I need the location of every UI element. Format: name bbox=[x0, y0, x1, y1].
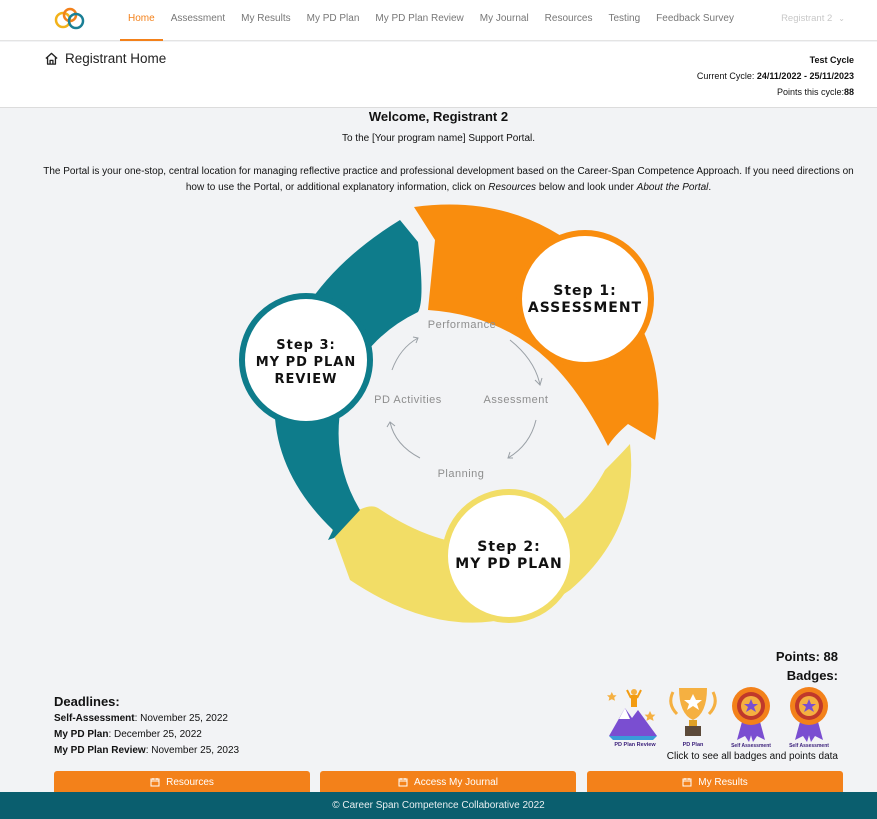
nav-my-pd-plan[interactable]: My PD Plan bbox=[306, 13, 360, 24]
step3-line3: REVIEW bbox=[274, 372, 338, 387]
main-nav bbox=[120, 0, 742, 41]
intro-resources: Resources bbox=[488, 182, 537, 193]
points-total: Points: 88 bbox=[775, 649, 838, 664]
badge-label-2: PD Plan bbox=[682, 742, 704, 748]
top-navbar bbox=[0, 0, 877, 41]
step1-circle[interactable] bbox=[519, 233, 651, 365]
results-button[interactable] bbox=[587, 771, 843, 793]
nav-my-results[interactable]: My Results bbox=[241, 13, 291, 24]
chevron-down-icon: ⌄ bbox=[838, 14, 845, 23]
intro-text bbox=[40, 164, 857, 196]
logo[interactable] bbox=[53, 7, 87, 33]
intro-part2: below and look under bbox=[538, 182, 634, 193]
points-cycle-label: Points this cycle: bbox=[776, 87, 844, 97]
current-cycle-label: Current Cycle: bbox=[696, 71, 755, 81]
journal-button[interactable] bbox=[320, 771, 576, 793]
deadline-pd-plan bbox=[54, 729, 202, 740]
deadline-label: Self-Assessment bbox=[54, 713, 135, 724]
step2-line2: MY PD PLAN bbox=[455, 556, 563, 572]
step2-circle[interactable] bbox=[445, 492, 573, 620]
trophy-icon[interactable] bbox=[671, 688, 716, 748]
step1-line2: ASSESSMENT bbox=[527, 300, 643, 316]
user-menu[interactable] bbox=[781, 13, 845, 24]
welcome-subtitle: To the [Your program name] Support Portal. bbox=[341, 133, 536, 144]
nav-resources[interactable]: Resources bbox=[544, 13, 593, 24]
step3-circle[interactable] bbox=[242, 296, 370, 424]
medal-icon[interactable] bbox=[731, 687, 771, 749]
calendar-icon bbox=[682, 777, 692, 787]
intro-part1: The Portal is your one-stop, central location for managing reflective practice and professional development based on the Career-Span Competence Approach. If you need directions on how to use the Portal, or additional explanatory information, click on bbox=[43, 166, 854, 193]
intro-about: About the Portal bbox=[636, 182, 709, 193]
page-header bbox=[0, 42, 877, 108]
page-title-text: Registrant Home bbox=[65, 51, 167, 66]
nav-testing[interactable]: Testing bbox=[608, 13, 641, 24]
nav-assessment[interactable]: Assessment bbox=[170, 13, 226, 24]
deadline-date: : December 25, 2022 bbox=[108, 729, 202, 740]
resources-button[interactable] bbox=[54, 771, 310, 793]
footer: © Career Span Competence Collaborative 2022 bbox=[0, 792, 877, 819]
medal-icon[interactable] bbox=[789, 687, 829, 749]
deadline-date: : November 25, 2023 bbox=[145, 745, 240, 756]
badges-row[interactable] bbox=[605, 684, 845, 750]
user-name: Registrant 2 bbox=[781, 13, 833, 24]
deadline-date: : November 25, 2022 bbox=[134, 713, 228, 724]
cycle-diagram bbox=[230, 200, 670, 630]
journal-button-label: Access My Journal bbox=[414, 776, 498, 788]
step3-line1: Step 3: bbox=[276, 338, 336, 353]
deadlines-title: Deadlines: bbox=[54, 694, 120, 709]
inner-label-assessment: Assessment bbox=[483, 394, 549, 406]
calendar-icon bbox=[150, 777, 160, 787]
nav-my-pd-plan-review[interactable]: My PD Plan Review bbox=[375, 13, 464, 24]
results-button-label: My Results bbox=[698, 776, 748, 788]
badge-label-3: Self Assessment bbox=[731, 743, 771, 749]
step3-line2: MY PD PLAN bbox=[255, 355, 357, 370]
inner-label-performance: Performance bbox=[427, 319, 497, 331]
deadline-pd-plan-review bbox=[54, 745, 239, 756]
inner-label-pd-activities: PD Activities bbox=[374, 394, 442, 406]
badge-label-4: Self Assessment bbox=[789, 743, 829, 749]
cycle-name: Test Cycle bbox=[809, 55, 854, 65]
inner-label-planning: Planning bbox=[437, 468, 485, 480]
nav-my-journal[interactable]: My Journal bbox=[479, 13, 529, 24]
badges-title: Badges: bbox=[786, 668, 838, 683]
step2-line1: Step 2: bbox=[477, 539, 541, 555]
badges-link[interactable]: Click to see all badges and points data bbox=[666, 751, 838, 762]
current-cycle-value: 24/11/2022 - 25/11/2023 bbox=[756, 71, 854, 81]
page-title bbox=[44, 51, 166, 66]
welcome-title: Welcome, Registrant 2 bbox=[368, 109, 509, 124]
step1-line1: Step 1: bbox=[553, 283, 617, 299]
points-cycle-value: 88 bbox=[843, 87, 854, 97]
deadline-label: My PD Plan bbox=[54, 729, 109, 740]
nav-home[interactable]: Home bbox=[120, 0, 163, 41]
deadline-label: My PD Plan Review bbox=[54, 745, 146, 756]
intro-end: . bbox=[708, 182, 712, 193]
cycle-info bbox=[697, 52, 854, 100]
badge-label-1: PD Plan Review bbox=[614, 742, 656, 748]
nav-feedback-survey[interactable]: Feedback Survey bbox=[656, 13, 734, 24]
mountain-flag-icon[interactable] bbox=[607, 689, 657, 748]
deadline-self-assessment bbox=[54, 713, 228, 724]
home-icon bbox=[44, 51, 59, 66]
calendar-icon bbox=[398, 777, 408, 787]
resources-button-label: Resources bbox=[166, 776, 214, 788]
